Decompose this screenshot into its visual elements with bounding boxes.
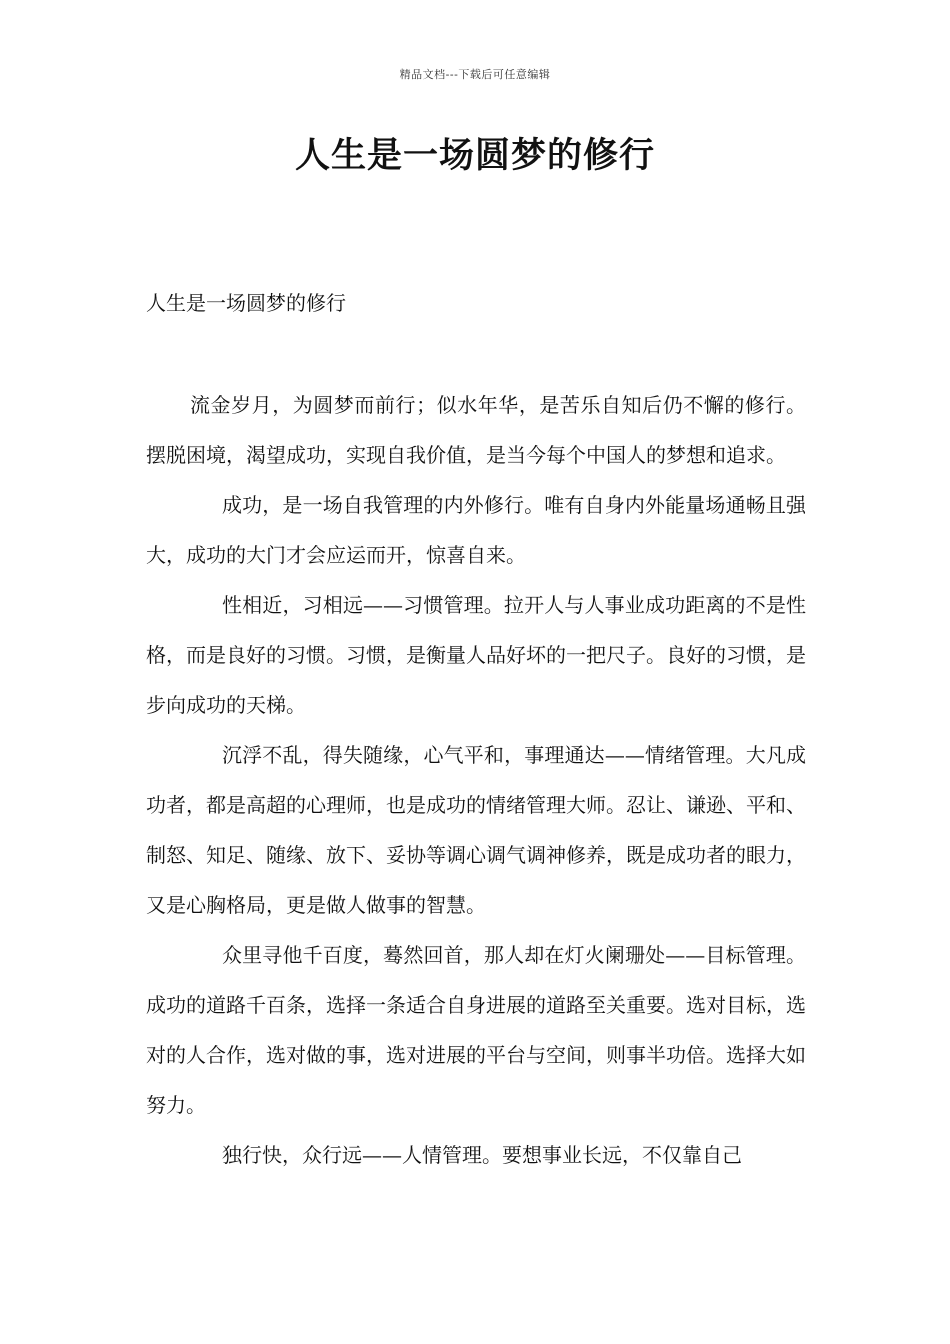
paragraph-2: 成功，是一场自我管理的内外修行。唯有自身内外能量场通畅且强大，成功的大门才会应运而开，惊喜自来。 bbox=[146, 493, 806, 567]
paragraph-4: 沉浮不乱，得失随缘，心气平和，事理通达——情绪管理。大凡成功者，都是高超的心理师，也是成功的情绪管理大师。忍让、谦逊、平和、制怒、知足、随缘、放下、妥协等调心调气调神修养，既是成功者的眼力，又是心胸格局，更是做人做事的智慧。 bbox=[146, 743, 806, 917]
header-note: 精品文档---下载后可任意编辑 bbox=[399, 68, 551, 81]
paragraph-5: 众里寻他千百度，蓦然回首，那人却在灯火阑珊处——目标管理。成功的道路千百条，选择一条适合自身进展的道路至关重要。选对目标，选对的人合作，选对做的事，选对进展的平台与空间，则事半功倍。选择大如努力。 bbox=[146, 943, 806, 1117]
document-subtitle: 人生是一场圆梦的修行 bbox=[146, 291, 346, 315]
document-title: 人生是一场圆梦的修行 bbox=[294, 136, 655, 176]
document-body bbox=[146, 380, 806, 1180]
paragraph-1: 流金岁月，为圆梦而前行；似水年华，是苦乐自知后仍不懈的修行。摆脱困境，渴望成功，实现自我价值，是当今每个中国人的梦想和追求。 bbox=[146, 393, 806, 467]
paragraph-6: 独行快，众行远——人情管理。要想事业长远，不仅靠自己 bbox=[222, 1143, 742, 1167]
paragraph-3: 性相近，习相远——习惯管理。拉开人与人事业成功距离的不是性格，而是良好的习惯。习惯，是衡量人品好坏的一把尺子。良好的习惯，是步向成功的天梯。 bbox=[146, 593, 806, 717]
